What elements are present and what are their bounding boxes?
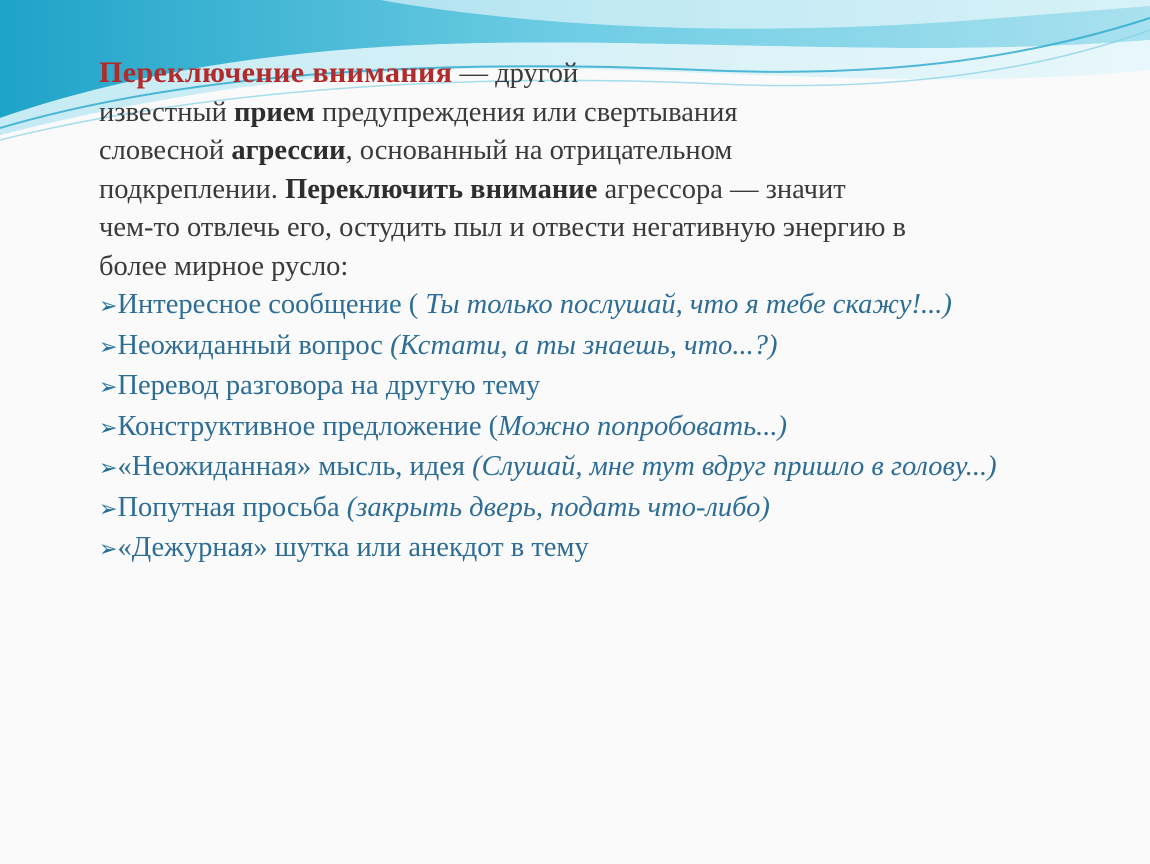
bold-term: агрессии — [231, 135, 346, 166]
text-run: словесной — [99, 135, 232, 166]
slide-body — [99, 54, 1099, 570]
list-item: ➢Интересное сообщение ( Ты только послушай, что я тебе скажу!...) — [99, 289, 952, 320]
list-item: ➢Конструктивное предложение (Можно попробовать...) — [99, 410, 787, 442]
arrow-bullet-icon: ➢ — [99, 294, 118, 319]
text-run: предупреждения или свертывания — [314, 96, 738, 128]
list-item: ➢«Неожиданная» мысль, идея (Слушай, мне тут вдруг пришло в голову...) — [99, 451, 997, 482]
arrow-bullet-icon: ➢ — [99, 537, 118, 562]
list-item: ➢«Дежурная» шутка или анекдот в тему — [99, 532, 589, 563]
bold-term: Переключить внимание — [285, 173, 598, 205]
text-run: подкреплении. — [99, 173, 286, 205]
list-item: ➢Перевод разговора на другую тему — [99, 370, 541, 401]
text-run: известный — [99, 96, 235, 128]
text-run: чем-то отвлечь его, остудить пыл и отвести негативную энергию в — [99, 212, 906, 243]
arrow-bullet-icon: ➢ — [99, 375, 118, 400]
title-rest: — другой — [452, 58, 579, 89]
text-run: более мирное русло: — [99, 250, 349, 282]
list-item: ➢Неожиданный вопрос (Кстати, а ты знаешь, что...?) — [99, 329, 778, 361]
arrow-bullet-icon: ➢ — [99, 334, 118, 360]
bold-term: прием — [234, 96, 315, 128]
arrow-bullet-icon: ➢ — [99, 496, 118, 522]
intro-paragraph — [99, 54, 1099, 286]
text-run: , основанный на отрицательном — [345, 135, 733, 166]
list-item: ➢Попутная просьба (закрыть дверь, подать что-либо) — [99, 491, 770, 523]
text-run: агрессора — значит — [597, 173, 846, 205]
slide-title-term: Переключение внимания — [99, 56, 453, 89]
arrow-bullet-icon: ➢ — [99, 415, 118, 441]
technique-list — [99, 286, 1099, 570]
arrow-bullet-icon: ➢ — [99, 456, 118, 481]
